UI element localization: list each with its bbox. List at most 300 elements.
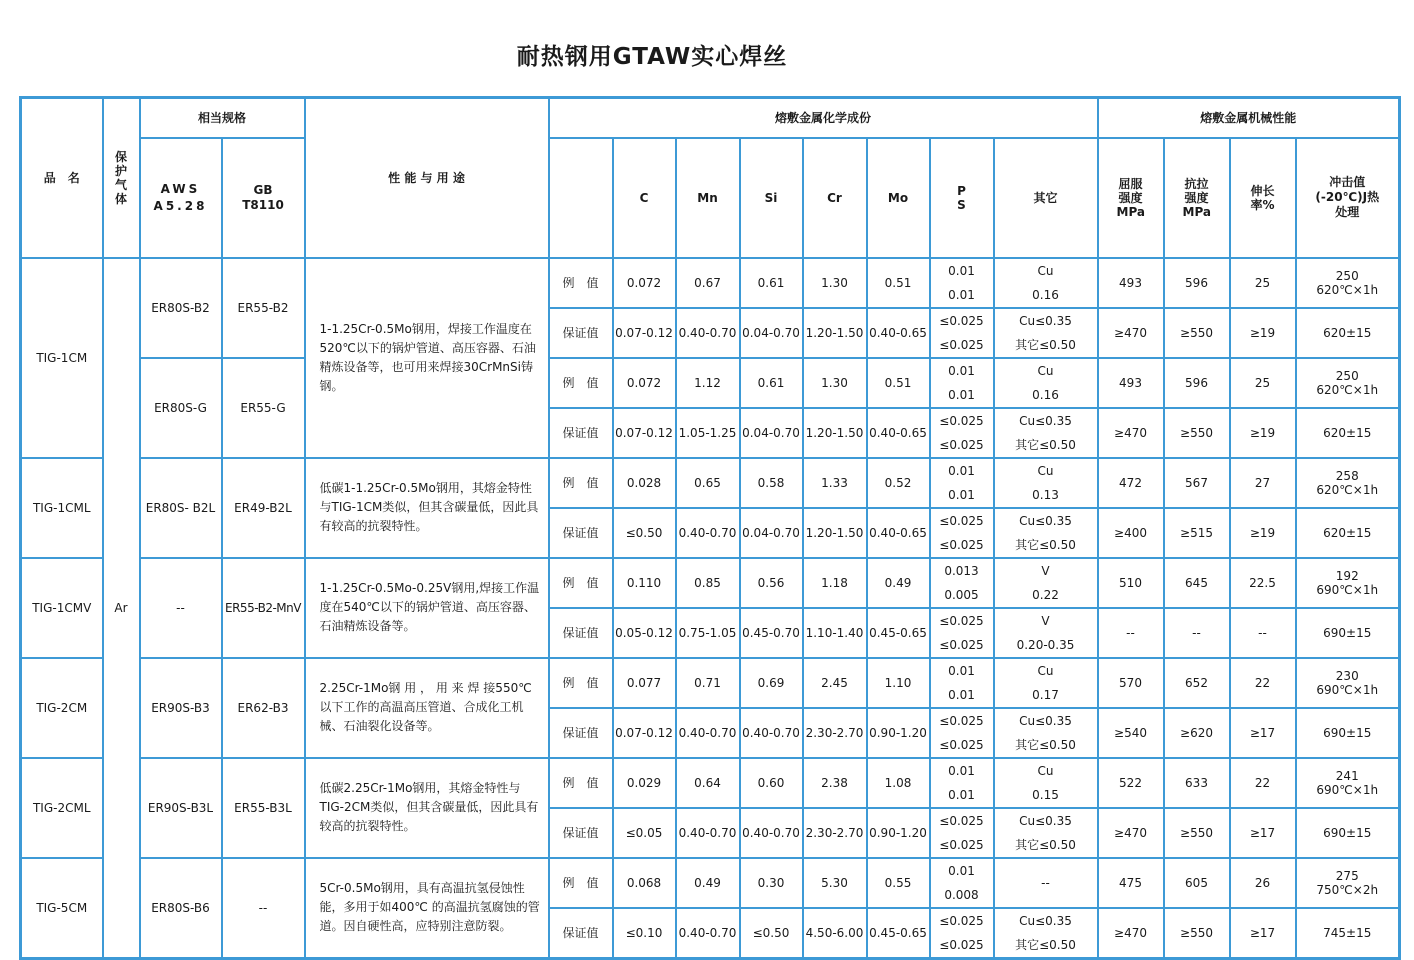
chem-mo-value: 0.40-0.65 [867,408,930,458]
chem-ps-value [930,758,994,808]
mech-impact-value [1296,658,1400,708]
chem-mn-value: 0.40-0.70 [676,908,740,959]
chem-ps-value [930,808,994,858]
chem-ps-value [930,558,994,608]
product-name: TIG-2CML [21,758,103,858]
mech-ys-value: ≥470 [1098,908,1164,959]
gb-grade: ER49-B2L [222,458,305,558]
mech-ys-value: -- [1098,608,1164,658]
mech-el-value: 22.5 [1230,558,1296,608]
gb-grade: ER55-B2 [222,258,305,358]
chem-ps-value-line1: 0.01 [948,263,975,278]
chem-cr-value: 1.18 [803,558,867,608]
mech-ts-value: 596 [1164,258,1230,308]
mech-el-value: ≥17 [1230,708,1296,758]
mech-el-value: 22 [1230,758,1296,808]
mech-impact-value [1296,858,1400,908]
chem-ps-value-line2: ≤0.025 [939,337,984,352]
mech-ys-value: 472 [1098,458,1164,508]
chem-si-value: 0.04-0.70 [740,408,803,458]
mech-impact-value [1296,758,1400,808]
impact-value: 258 [1335,468,1359,483]
mech-ts-value: -- [1164,608,1230,658]
mech-impact-value [1296,308,1400,358]
mech-ts-value: ≥550 [1164,808,1230,858]
mech-el-value: 25 [1230,358,1296,408]
mech-ts-value: 645 [1164,558,1230,608]
chem-mn-value: 0.75-1.05 [676,608,740,658]
product-description: 低碳2.25Cr-1Mo钢用，其熔金特性与TIG-2CM类似，但其含碳量低，因此具有较高的抗裂特性。 [305,758,549,858]
chem-si-value: 0.60 [740,758,803,808]
chem-ps-value [930,608,994,658]
mech-ys-value: ≥540 [1098,708,1164,758]
chem-other-value [994,558,1098,608]
mech-el-value: ≥19 [1230,508,1296,558]
mech-ts-value: 567 [1164,458,1230,508]
chem-mo-value: 0.40-0.65 [867,308,930,358]
row-type-label: 例 值 [549,658,613,708]
mech-impact-value [1296,708,1400,758]
chem-cr-value: 2.30-2.70 [803,808,867,858]
chem-mn-value: 0.49 [676,858,740,908]
chem-other-value-line1: Cu [1037,363,1054,378]
chem-ps-value-line1: 0.01 [948,463,975,478]
header-si: Si [740,138,803,258]
chem-si-value: ≤0.50 [740,908,803,959]
header-impact [1296,138,1400,258]
aws-grade: ER80S- B2L [140,458,222,558]
mech-el-value: ≥17 [1230,908,1296,959]
aws-grade: ER80S-B6 [140,858,222,959]
chem-ps-value [930,258,994,308]
header-mn: Mn [676,138,740,258]
chem-other-value-line1: -- [1041,875,1050,890]
row-type-label: 例 值 [549,858,613,908]
product-description: 低碳1-1.25Cr-0.5Mo钢用，其熔金特性与TIG-1CM类似，但其含碳量低，因此具有较高的抗裂特性。 [305,458,549,558]
chem-ps-value-line2: 0.01 [948,287,975,302]
chem-other-value [994,858,1098,908]
chem-other-value [994,908,1098,959]
chem-other-value-line1: Cu [1037,763,1054,778]
product-description: 2.25Cr-1Mo钢 用 ， 用 来 焊 接550℃以下工作的高温高压管道、合成化工机械、石油裂化设备等。 [305,658,549,758]
mech-impact-value [1296,408,1400,458]
chem-c-value: ≤0.05 [613,808,676,858]
chem-ps-value-line1: ≤0.025 [939,513,984,528]
chem-other-value-line1: Cu [1037,263,1054,278]
header-product-name: 品 名 [21,98,103,258]
table-row [21,858,1400,908]
mech-el-value: 25 [1230,258,1296,308]
chem-other-value-line1: Cu≤0.35 [1019,413,1072,428]
chem-other-value-line1: Cu≤0.35 [1019,513,1072,528]
chem-si-value: 0.04-0.70 [740,308,803,358]
mech-ys-value: 493 [1098,258,1164,308]
mech-ts-value: 652 [1164,658,1230,708]
mech-impact-value [1296,808,1400,858]
chem-other-value-line2: 其它≤0.50 [1015,737,1076,752]
chem-mo-value: 0.55 [867,858,930,908]
chem-c-value: 0.07-0.12 [613,408,676,458]
mech-el-value: 27 [1230,458,1296,508]
chem-other-value-line2: 0.20-0.35 [1016,637,1075,652]
chem-mn-value: 0.40-0.70 [676,708,740,758]
mech-el-value: ≥19 [1230,408,1296,458]
aws-grade: -- [140,558,222,658]
chem-c-value: ≤0.10 [613,908,676,959]
chem-ps-value [930,308,994,358]
header-blank [549,138,613,258]
chem-mn-value: 0.64 [676,758,740,808]
header-gb [222,138,305,258]
chem-ps-value-line1: 0.01 [948,363,975,378]
impact-value: 250 [1335,368,1359,383]
impact-value: 690±15 [1323,625,1372,640]
impact-value: 241 [1335,768,1359,783]
header-aws-text: AWS A5.28 [153,181,208,213]
mech-el-value: ≥19 [1230,308,1296,358]
chem-ps-value-line2: ≤0.025 [939,637,984,652]
chem-mn-value: 0.40-0.70 [676,508,740,558]
chem-si-value: 0.45-0.70 [740,608,803,658]
mech-el-value: -- [1230,608,1296,658]
chem-other-value [994,358,1098,408]
gb-grade: ER55-B3L [222,758,305,858]
impact-value: 745±15 [1323,925,1372,940]
header-elongation-text: 伸长率% [1250,183,1275,212]
chem-other-value-line1: V [1041,563,1050,578]
impact-heat-treatment: 750℃×2h [1316,882,1379,897]
chem-mo-value: 0.49 [867,558,930,608]
gb-grade: ER62-B3 [222,658,305,758]
chem-c-value: 0.05-0.12 [613,608,676,658]
mech-ys-value: 510 [1098,558,1164,608]
header-tensile-strength-text: 抗拉强度MPa [1182,176,1212,219]
impact-value: 250 [1335,268,1359,283]
mech-ts-value: 633 [1164,758,1230,808]
chem-mo-value: 0.52 [867,458,930,508]
chem-c-value: 0.110 [613,558,676,608]
chem-si-value: 0.61 [740,258,803,308]
chem-other-value [994,408,1098,458]
chem-ps-value [930,358,994,408]
chem-mn-value: 0.40-0.70 [676,808,740,858]
chem-other-value [994,258,1098,308]
chem-si-value: 0.40-0.70 [740,808,803,858]
mech-ys-value: ≥470 [1098,408,1164,458]
mech-ys-value: ≥470 [1098,808,1164,858]
mech-impact-value [1296,358,1400,408]
header-performance: 性 能 与 用 途 [305,98,549,258]
impact-value: 192 [1335,568,1359,583]
header-yield-strength [1098,138,1164,258]
header-gb-text: GB T8110 [242,182,284,212]
table-row [21,358,1400,408]
product-description: 1-1.25Cr-0.5Mo-0.25V钢用,焊接工作温度在540℃以下的锅炉管道、高压容器、石油精炼设备等。 [305,558,549,658]
chem-cr-value: 2.30-2.70 [803,708,867,758]
chem-c-value: 0.07-0.12 [613,308,676,358]
chem-ps-value [930,858,994,908]
header-other: 其它 [994,138,1098,258]
chem-ps-value-line2: 0.005 [944,587,979,602]
chem-ps-value-line1: 0.01 [948,663,975,678]
chem-mo-value: 0.90-1.20 [867,808,930,858]
chem-other-value [994,508,1098,558]
chem-mn-value: 0.85 [676,558,740,608]
mech-impact-value [1296,608,1400,658]
chem-mn-value: 0.67 [676,258,740,308]
chem-ps-value-line2: 0.008 [944,887,979,902]
mech-impact-value [1296,558,1400,608]
product-name: TIG-1CML [21,458,103,558]
impact-heat-treatment: 690℃×1h [1316,782,1379,797]
chem-other-value-line2: 0.13 [1032,487,1059,502]
mech-ts-value: ≥550 [1164,408,1230,458]
header-ps [930,138,994,258]
chem-other-value [994,808,1098,858]
gb-grade: ER55-G [222,358,305,458]
chem-ps-value-line2: 0.01 [948,787,975,802]
chem-ps-value-line2: ≤0.025 [939,937,984,952]
mech-ts-value: 605 [1164,858,1230,908]
chem-other-value-line1: Cu≤0.35 [1019,713,1072,728]
chem-c-value: 0.072 [613,258,676,308]
chem-ps-value-line1: ≤0.025 [939,913,984,928]
table-row [21,658,1400,708]
product-name: TIG-5CM [21,858,103,959]
header-mechanical-properties: 熔敷金属机械性能 [1098,98,1400,138]
chem-other-value-line2: 其它≤0.50 [1015,437,1076,452]
header-c: C [613,138,676,258]
header-ps-text: P S [957,183,966,212]
chem-c-value: 0.028 [613,458,676,508]
spec-table [19,96,1401,960]
mech-impact-value [1296,458,1400,508]
chem-other-value-line1: V [1041,613,1050,628]
mech-el-value: 22 [1230,658,1296,708]
chem-ps-value-line1: 0.013 [944,563,979,578]
chem-ps-value [930,408,994,458]
product-name: TIG-2CM [21,658,103,758]
page-title: 耐热钢用GTAW实心焊丝 [516,44,788,70]
chem-ps-value-line1: ≤0.025 [939,413,984,428]
chem-other-value [994,608,1098,658]
chem-other-value-line1: Cu [1037,463,1054,478]
chem-cr-value: 1.10-1.40 [803,608,867,658]
impact-heat-treatment: 620℃×1h [1316,482,1379,497]
mech-ts-value: 596 [1164,358,1230,408]
impact-value: 620±15 [1323,325,1372,340]
chem-mn-value: 0.71 [676,658,740,708]
chem-cr-value: 1.30 [803,358,867,408]
chem-ps-value-line1: ≤0.025 [939,713,984,728]
chem-cr-value: 1.20-1.50 [803,408,867,458]
impact-heat-treatment: 620℃×1h [1316,282,1379,297]
chem-c-value: 0.077 [613,658,676,708]
header-mo: Mo [867,138,930,258]
chem-other-value-line2: 其它≤0.50 [1015,937,1076,952]
impact-value: 275 [1335,868,1359,883]
table-row [21,458,1400,508]
mech-impact-value [1296,508,1400,558]
mech-el-value: 26 [1230,858,1296,908]
chem-mo-value: 1.08 [867,758,930,808]
row-type-label: 例 值 [549,758,613,808]
mech-ys-value: ≥470 [1098,308,1164,358]
chem-cr-value: 4.50-6.00 [803,908,867,959]
row-type-label: 例 值 [549,358,613,408]
header-impact-text: 冲击值(-20℃)J热处理 [1315,175,1380,219]
impact-heat-treatment: 690℃×1h [1316,682,1379,697]
impact-value: 690±15 [1323,825,1372,840]
mech-ys-value: 475 [1098,858,1164,908]
table-row [21,758,1400,808]
row-type-label: 保证值 [549,808,613,858]
chem-ps-value-line2: 0.01 [948,387,975,402]
chem-mo-value: 0.45-0.65 [867,608,930,658]
chem-ps-value-line1: ≤0.025 [939,613,984,628]
chem-other-value [994,308,1098,358]
chem-si-value: 0.61 [740,358,803,408]
header-chemical-composition: 熔敷金属化学成份 [549,98,1098,138]
mech-ys-value: 570 [1098,658,1164,708]
chem-ps-value [930,908,994,959]
chem-ps-value-line1: 0.01 [948,763,975,778]
spec-table-body [21,98,1400,959]
chem-other-value-line2: 0.16 [1032,287,1059,302]
chem-ps-value [930,508,994,558]
product-description: 5Cr-0.5Mo钢用，具有高温抗氢侵蚀性能，多用于如400℃ 的高温抗氢腐蚀的管道。因自硬性高，应特别注意防裂。 [305,858,549,959]
chem-si-value: 0.69 [740,658,803,708]
chem-mo-value: 0.45-0.65 [867,908,930,959]
header-shield-gas-text: 保护气体 [114,149,127,206]
chem-other-value [994,708,1098,758]
chem-mn-value: 0.65 [676,458,740,508]
row-type-label: 例 值 [549,258,613,308]
chem-ps-value-line1: ≤0.025 [939,313,984,328]
chem-si-value: 0.30 [740,858,803,908]
chem-other-value-line2: 0.15 [1032,787,1059,802]
chem-other-value-line1: Cu≤0.35 [1019,913,1072,928]
row-type-label: 例 值 [549,558,613,608]
chem-c-value: 0.07-0.12 [613,708,676,758]
chem-ps-value [930,458,994,508]
aws-grade: ER80S-G [140,358,222,458]
chem-ps-value [930,658,994,708]
chem-cr-value: 2.45 [803,658,867,708]
chem-mo-value: 0.51 [867,358,930,408]
chem-other-value-line1: Cu≤0.35 [1019,813,1072,828]
chem-cr-value: 1.30 [803,258,867,308]
chem-si-value: 0.58 [740,458,803,508]
chem-cr-value: 2.38 [803,758,867,808]
row-type-label: 保证值 [549,608,613,658]
chem-other-value-line2: 其它≤0.50 [1015,537,1076,552]
chem-ps-value-line2: 0.01 [948,487,975,502]
chem-other-value-line2: 0.16 [1032,387,1059,402]
chem-other-value-line1: Cu [1037,663,1054,678]
chem-ps-value-line2: ≤0.025 [939,537,984,552]
header-equivalent: 相当规格 [140,98,305,138]
impact-heat-treatment: 690℃×1h [1316,582,1379,597]
chem-mo-value: 0.90-1.20 [867,708,930,758]
chem-cr-value: 1.33 [803,458,867,508]
header-tensile-strength [1164,138,1230,258]
chem-ps-value-line1: 0.01 [948,863,975,878]
aws-grade: ER90S-B3L [140,758,222,858]
mech-ts-value: ≥550 [1164,308,1230,358]
header-elongation [1230,138,1296,258]
mech-ts-value: ≥515 [1164,508,1230,558]
table-row [21,258,1400,308]
row-type-label: 保证值 [549,508,613,558]
chem-c-value: ≤0.50 [613,508,676,558]
chem-other-value-line1: Cu≤0.35 [1019,313,1072,328]
mech-ys-value: 493 [1098,358,1164,408]
chem-mn-value: 0.40-0.70 [676,308,740,358]
aws-grade: ER90S-B3 [140,658,222,758]
chem-cr-value: 1.20-1.50 [803,308,867,358]
gb-grade: -- [222,858,305,959]
header-yield-strength-text: 屈服强度MPa [1116,176,1146,219]
gb-grade: ER55-B2-MnV [222,558,305,658]
chem-other-value [994,658,1098,708]
product-name: TIG-1CM [21,258,103,458]
product-description: 1-1.25Cr-0.5Mo钢用，焊接工作温度在520℃以下的锅炉管道、高压容器、石油精炼设备等，也可用来焊接30CrMnSi铸钢。 [305,258,549,458]
chem-other-value-line2: 0.17 [1032,687,1059,702]
mech-ts-value: ≥620 [1164,708,1230,758]
mech-ys-value: ≥400 [1098,508,1164,558]
chem-si-value: 0.04-0.70 [740,508,803,558]
chem-cr-value: 5.30 [803,858,867,908]
row-type-label: 保证值 [549,708,613,758]
chem-mo-value: 1.10 [867,658,930,708]
chem-mo-value: 0.40-0.65 [867,508,930,558]
chem-si-value: 0.40-0.70 [740,708,803,758]
row-type-label: 例 值 [549,458,613,508]
chem-ps-value [930,708,994,758]
impact-value: 230 [1335,668,1359,683]
chem-mn-value: 1.05-1.25 [676,408,740,458]
mech-impact-value [1296,908,1400,959]
impact-value: 690±15 [1323,725,1372,740]
chem-cr-value: 1.20-1.50 [803,508,867,558]
chem-ps-value-line2: ≤0.025 [939,737,984,752]
chem-other-value-line2: 其它≤0.50 [1015,337,1076,352]
chem-other-value-line2: 0.22 [1032,587,1059,602]
mech-impact-value [1296,258,1400,308]
header-cr: Cr [803,138,867,258]
mech-ts-value: ≥550 [1164,908,1230,959]
chem-other-value [994,758,1098,808]
chem-other-value [994,458,1098,508]
impact-value: 620±15 [1323,525,1372,540]
header-aws [140,138,222,258]
chem-c-value: 0.072 [613,358,676,408]
chem-si-value: 0.56 [740,558,803,608]
chem-ps-value-line2: ≤0.025 [939,837,984,852]
chem-other-value-line2: 其它≤0.50 [1015,837,1076,852]
impact-value: 620±15 [1323,425,1372,440]
chem-ps-value-line1: ≤0.025 [939,813,984,828]
chem-ps-value-line2: ≤0.025 [939,437,984,452]
product-name: TIG-1CMV [21,558,103,658]
aws-grade: ER80S-B2 [140,258,222,358]
mech-ys-value: 522 [1098,758,1164,808]
shield-gas-value: Ar [103,258,140,959]
chem-mn-value: 1.12 [676,358,740,408]
table-row [21,558,1400,608]
chem-c-value: 0.029 [613,758,676,808]
